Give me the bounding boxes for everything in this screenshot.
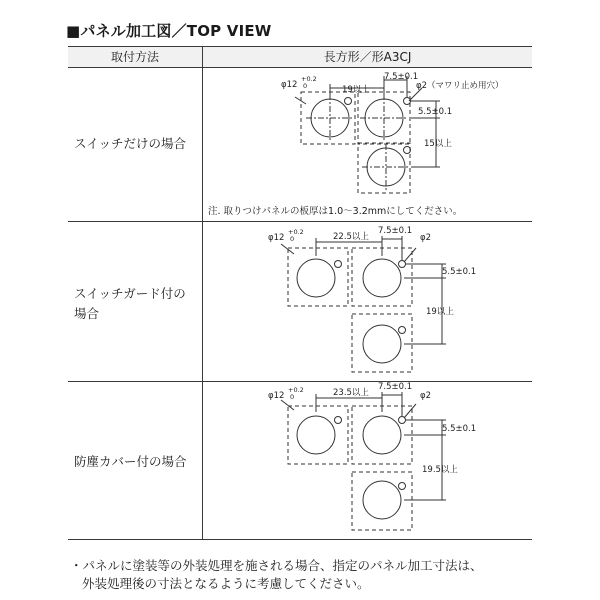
diameter-label-1: φ12 [281, 80, 298, 90]
anti-rotation-hole-3c [399, 483, 406, 490]
row-label-switch-only: スイッチだけの場合 [74, 136, 187, 151]
diameter-label-2: φ12 [268, 233, 285, 243]
hole-pitch-3: 7.5±0.1 [378, 382, 413, 392]
row-label-switch-guard-line1: スイッチガード付の [74, 286, 186, 301]
tolerance-zero-3: 0 [290, 393, 295, 401]
header-mounting-method: 取付方法 [110, 50, 159, 64]
pitch-y-2: 19以上 [426, 307, 454, 317]
hole-pitch-1: 7.5±0.1 [384, 72, 419, 82]
pitch-y-3: 19.5以上 [422, 465, 458, 475]
tolerance-zero-1: 0 [303, 82, 308, 90]
pitch-x-1: 19以上 [342, 85, 370, 95]
footnote-line-2: 外装処理後の寸法となるように考慮してください。 [82, 576, 370, 591]
hole-offset-2: 5.5±0.1 [442, 267, 477, 277]
row-label-switch-guard-line2: 場合 [74, 306, 100, 321]
anti-rotation-hole-3a [335, 417, 342, 424]
hole-dia-1: φ2（マワリ止め用穴） [416, 81, 504, 91]
panel-outline-3b [352, 406, 412, 464]
page-title: ■パネル加工図／TOP VIEW [66, 22, 272, 40]
diameter-label-3: φ12 [268, 391, 285, 401]
hole-offset-1: 5.5±0.1 [418, 107, 453, 117]
hole-dia-2: φ2 [420, 233, 432, 243]
hole-dia-3: φ2 [420, 391, 432, 401]
tolerance-plus-2: +0.2 [288, 228, 304, 236]
hole-pitch-2: 7.5±0.1 [378, 226, 413, 236]
tolerance-zero-2: 0 [290, 235, 295, 243]
panel-thickness-note: 注. 取りつけパネルの板厚は1.0～3.2mmにしてください。 [208, 206, 463, 217]
hole-offset-3: 5.5±0.1 [442, 424, 477, 434]
mounting-hole-3c [363, 481, 401, 519]
pitch-y-1: 15以上 [424, 139, 452, 149]
header-rectangular-a3cj: 長方形／形A3CJ [323, 50, 412, 64]
pitch-x-3: 23.5以上 [333, 388, 369, 398]
mounting-hole-3a [297, 416, 335, 454]
pitch-x-2: 22.5以上 [333, 232, 369, 242]
tolerance-plus-1: +0.2 [301, 75, 317, 83]
tolerance-plus-3: +0.2 [288, 386, 304, 394]
mounting-hole-3b [363, 416, 401, 454]
row-label-dust-cover: 防塵カバー付の場合 [74, 454, 187, 469]
footnote-line-1: ・パネルに塗装等の外装処理を施される場合、指定のパネル加工寸法は、 [70, 558, 483, 573]
